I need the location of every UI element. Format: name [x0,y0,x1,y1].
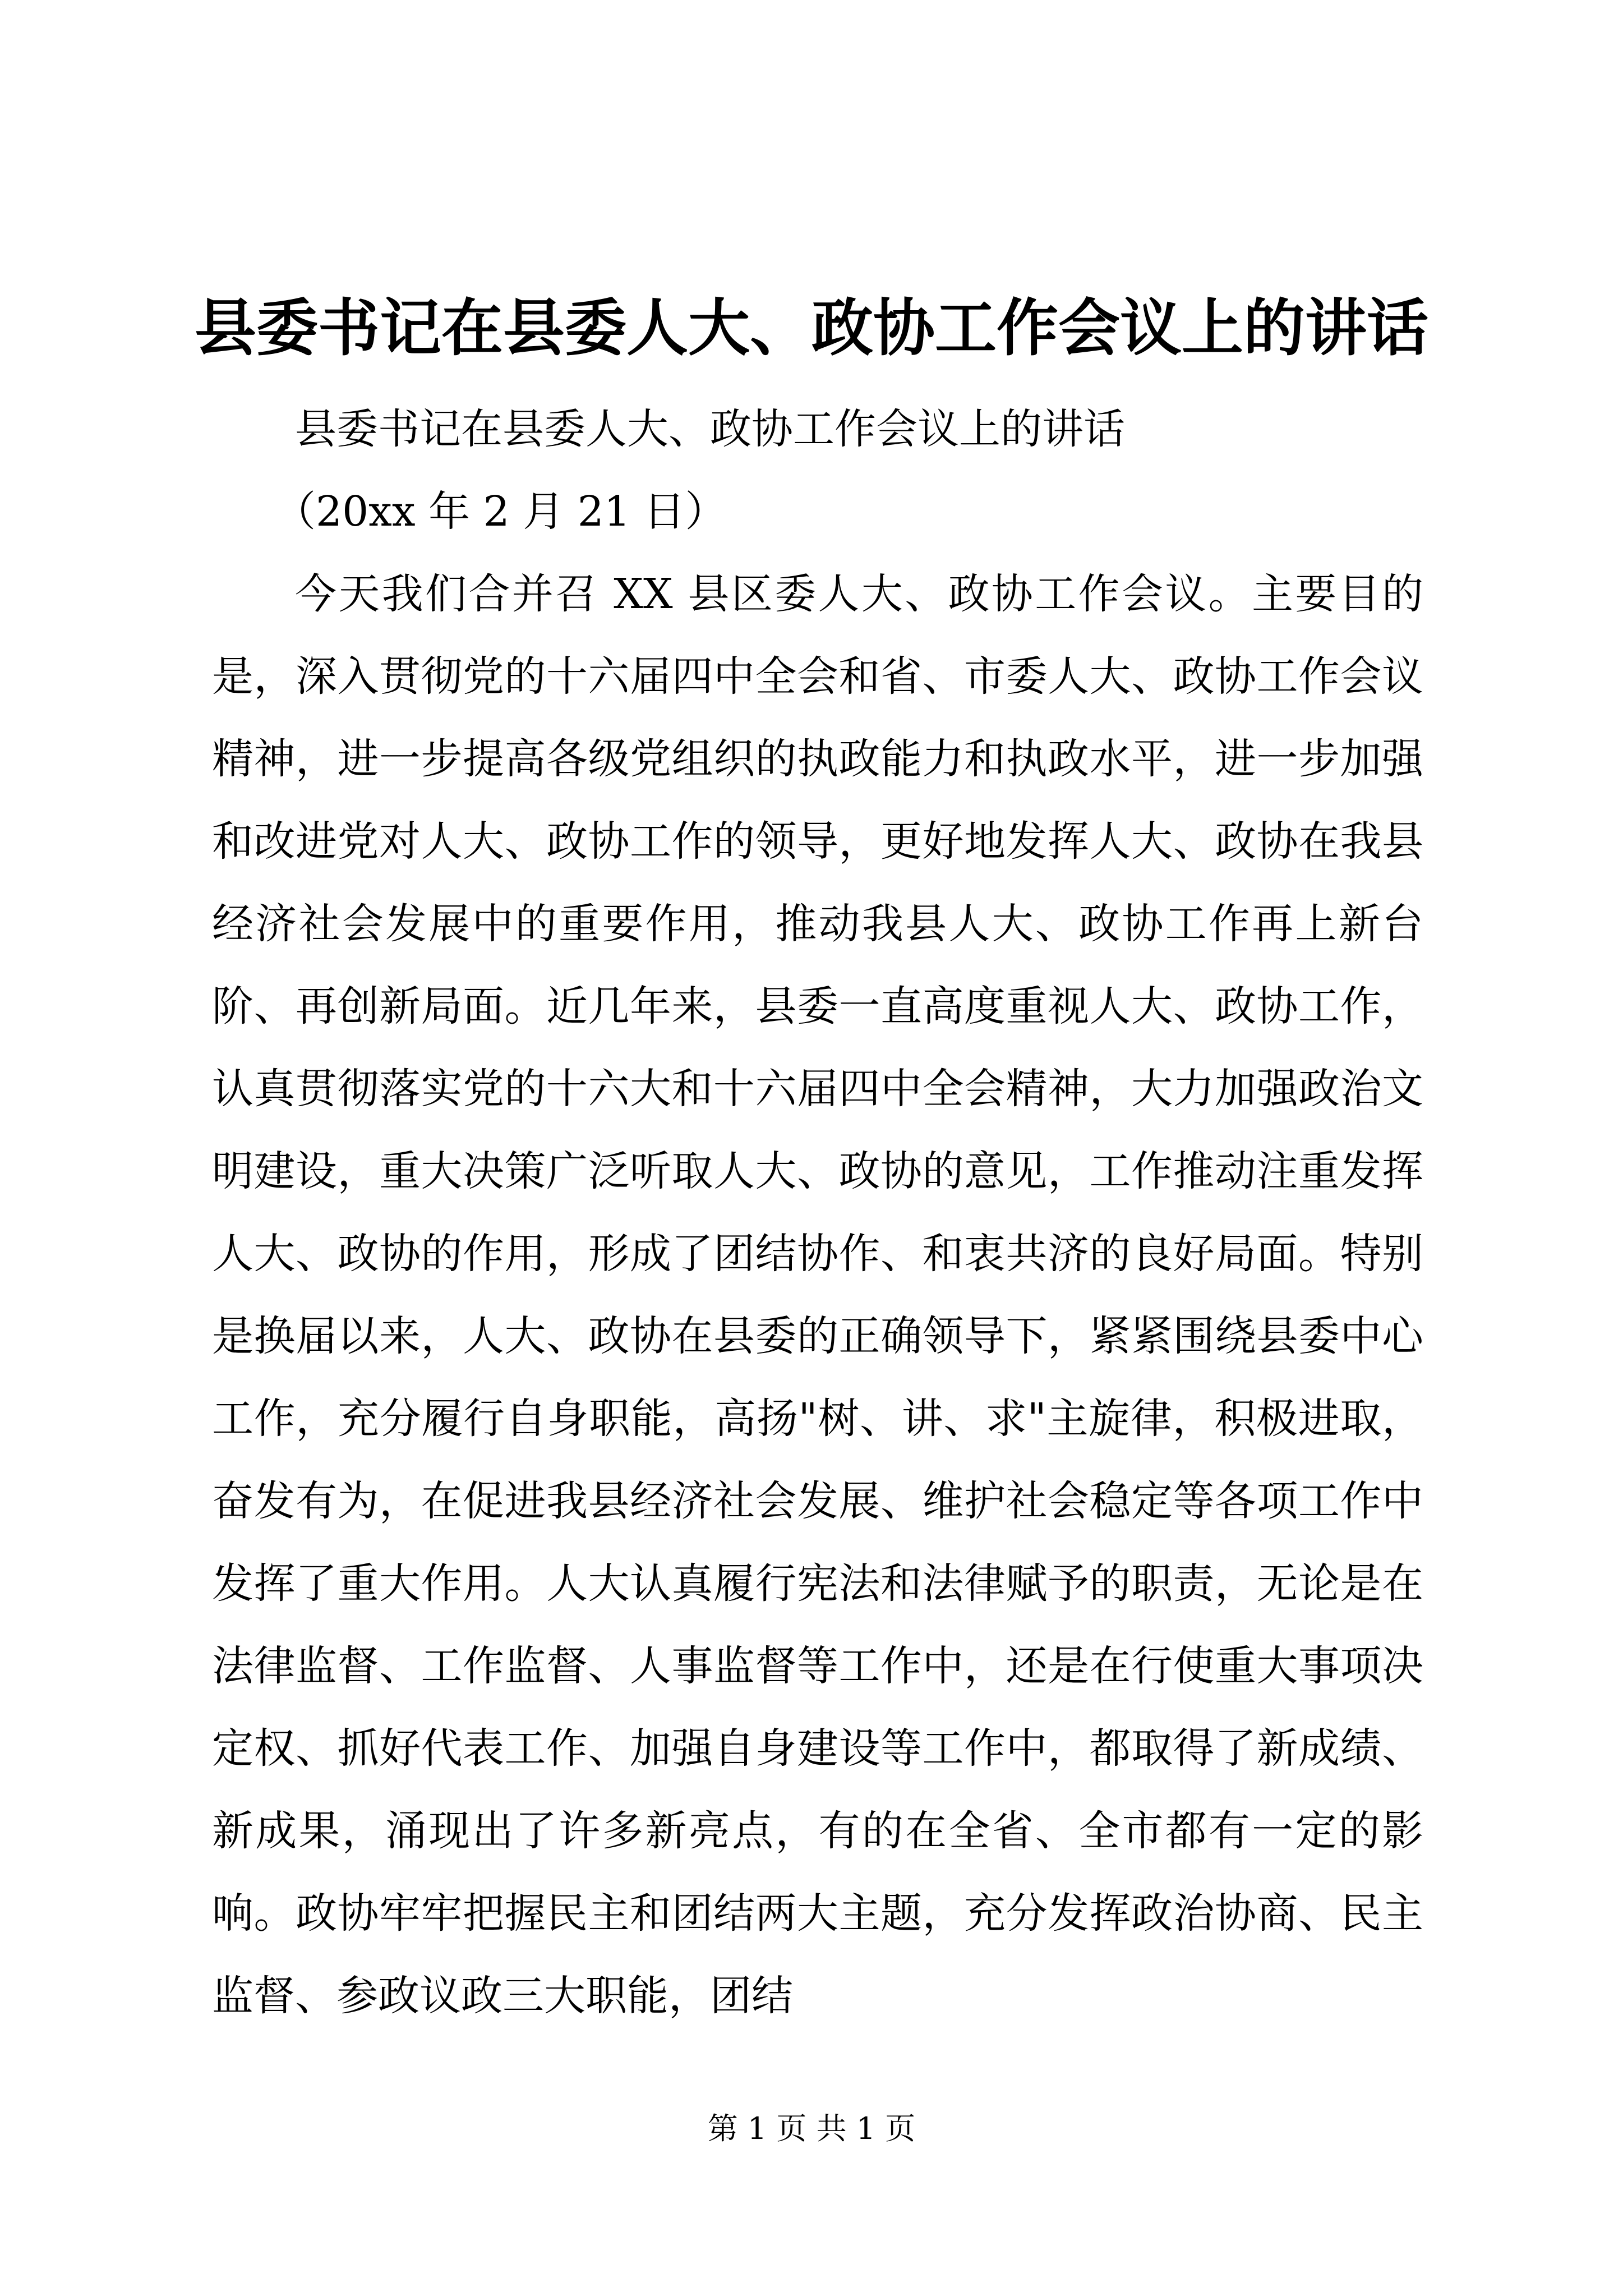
document-title: 县委书记在县委人大、政协工作会议上的讲话 [195,292,1428,364]
page-number-footer: 第 1 页 共 1 页 [707,2111,916,2146]
speech-paragraph: 今天我们合并召 XX 县区委人大、政协工作会议。主要目的是，深入贯彻党的十六届四中全会和省、市委人大、政协工作会议精神，进一步提高各级党组织的执政能力和执政水平，进一步加强和改进党对人大、政协工作的领导，更好地发挥人大、政协在我县经济社会发展中的重要作用，推动我县人大、政协工作再上新台阶、再创新局面。近几年来，县委一直高度重视人大、政协工作，认真贯彻落实党的十六大和十六届四中全会精神，大力加强政治文明建设，重大决策广泛听取人大、政协的意见，工作推动注重发挥人大、政协的作用，形成了团结协作、和衷共济的良好局面。特别是换届以来，人大、政协在县委的正确领导下，紧紧围绕县委中心工作，充分履行自身职能，高扬"树、讲、求"主旋律，积极进取，奋发有为，在促进我县经济社会发展、维护社会稳定等各项工作中发挥了重大作用。人大认真履行宪法和法律赋予的职责，无论是在法律监督、工作监督、人事监督等工作中，还是在行使重大事项决定权、抓好代表工作、加强自身建设等工作中，都取得了新成绩、新成果，涌现出了许多新亮点，有的在全省、全市都有一定的影响。政协牢牢把握民主和团结两大主题，充分发挥政治协商、民主监督、参政议政三大职能，团结 [212,570,1423,2020]
document-subtitle: 县委书记在县委人大、政协工作会议上的讲话 [295,405,1125,453]
document-body [212,388,1423,2037]
speech-date: （20xx 年 2 月 21 日） [274,487,727,536]
